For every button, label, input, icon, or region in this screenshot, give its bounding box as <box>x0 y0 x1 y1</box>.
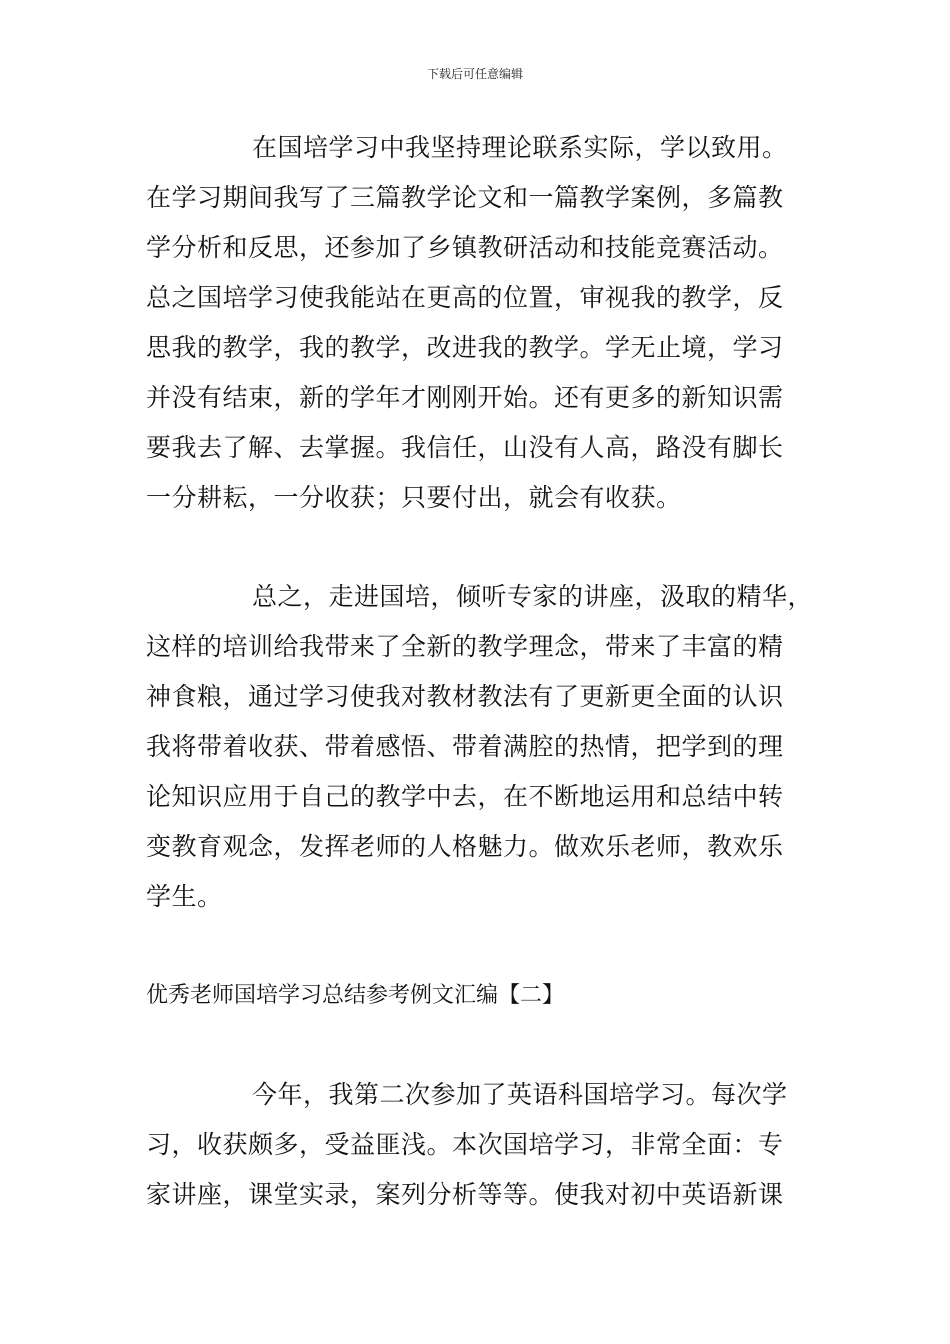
paragraph-line: 在国培学习中我坚持理论联系实际，学以致用。 <box>252 133 788 162</box>
section-heading: 优秀老师国培学习总结参考例文汇编【二】 <box>146 983 565 1008</box>
paragraph-line: 变教育观念，发挥老师的人格魅力。做欢乐老师，教欢乐 <box>146 832 784 861</box>
paragraph-line: 总之，走进国培，倾听专家的讲座，汲取的精华， <box>252 582 814 611</box>
paragraph-line: 思我的教学，我的教学，改进我的教学。学无止境，学习 <box>146 333 784 362</box>
page-header: 下载后可任意编辑 <box>426 67 523 81</box>
paragraph-line: 学分析和反思，还参加了乡镇教研活动和技能竞赛活动。 <box>146 233 784 262</box>
paragraph-line: 在学习期间我写了三篇教学论文和一篇教学案例，多篇教 <box>146 183 784 212</box>
paragraph-line: 总之国培学习使我能站在更高的位置，审视我的教学，反 <box>146 283 784 312</box>
paragraph-line: 一分耕耘，一分收获；只要付出，就会有收获。 <box>146 483 682 512</box>
paragraph-line: 并没有结束，新的学年才刚刚开始。还有更多的新知识需 <box>146 383 784 412</box>
paragraph-line: 今年，我第二次参加了英语科国培学习。每次学 <box>252 1080 788 1109</box>
paragraph-line: 这样的培训给我带来了全新的教学理念，带来了丰富的精 <box>146 632 784 661</box>
paragraph-line: 习，收获颇多，受益匪浅。本次国培学习，非常全面：专 <box>146 1130 784 1159</box>
paragraph-line: 要我去了解、去掌握。我信任，山没有人高，路没有脚长 <box>146 433 784 462</box>
paragraph-line: 神食粮，通过学习使我对教材教法有了更新更全面的认识 <box>146 682 784 711</box>
paragraph-line: 论知识应用于自己的教学中去，在不断地运用和总结中转 <box>146 782 784 811</box>
paragraph-line: 我将带着收获、带着感悟、带着满腔的热情，把学到的理 <box>146 732 784 761</box>
paragraph-line: 家讲座，课堂实录，案列分析等等。使我对初中英语新课 <box>146 1180 784 1209</box>
paragraph-line: 学生。 <box>146 882 223 911</box>
